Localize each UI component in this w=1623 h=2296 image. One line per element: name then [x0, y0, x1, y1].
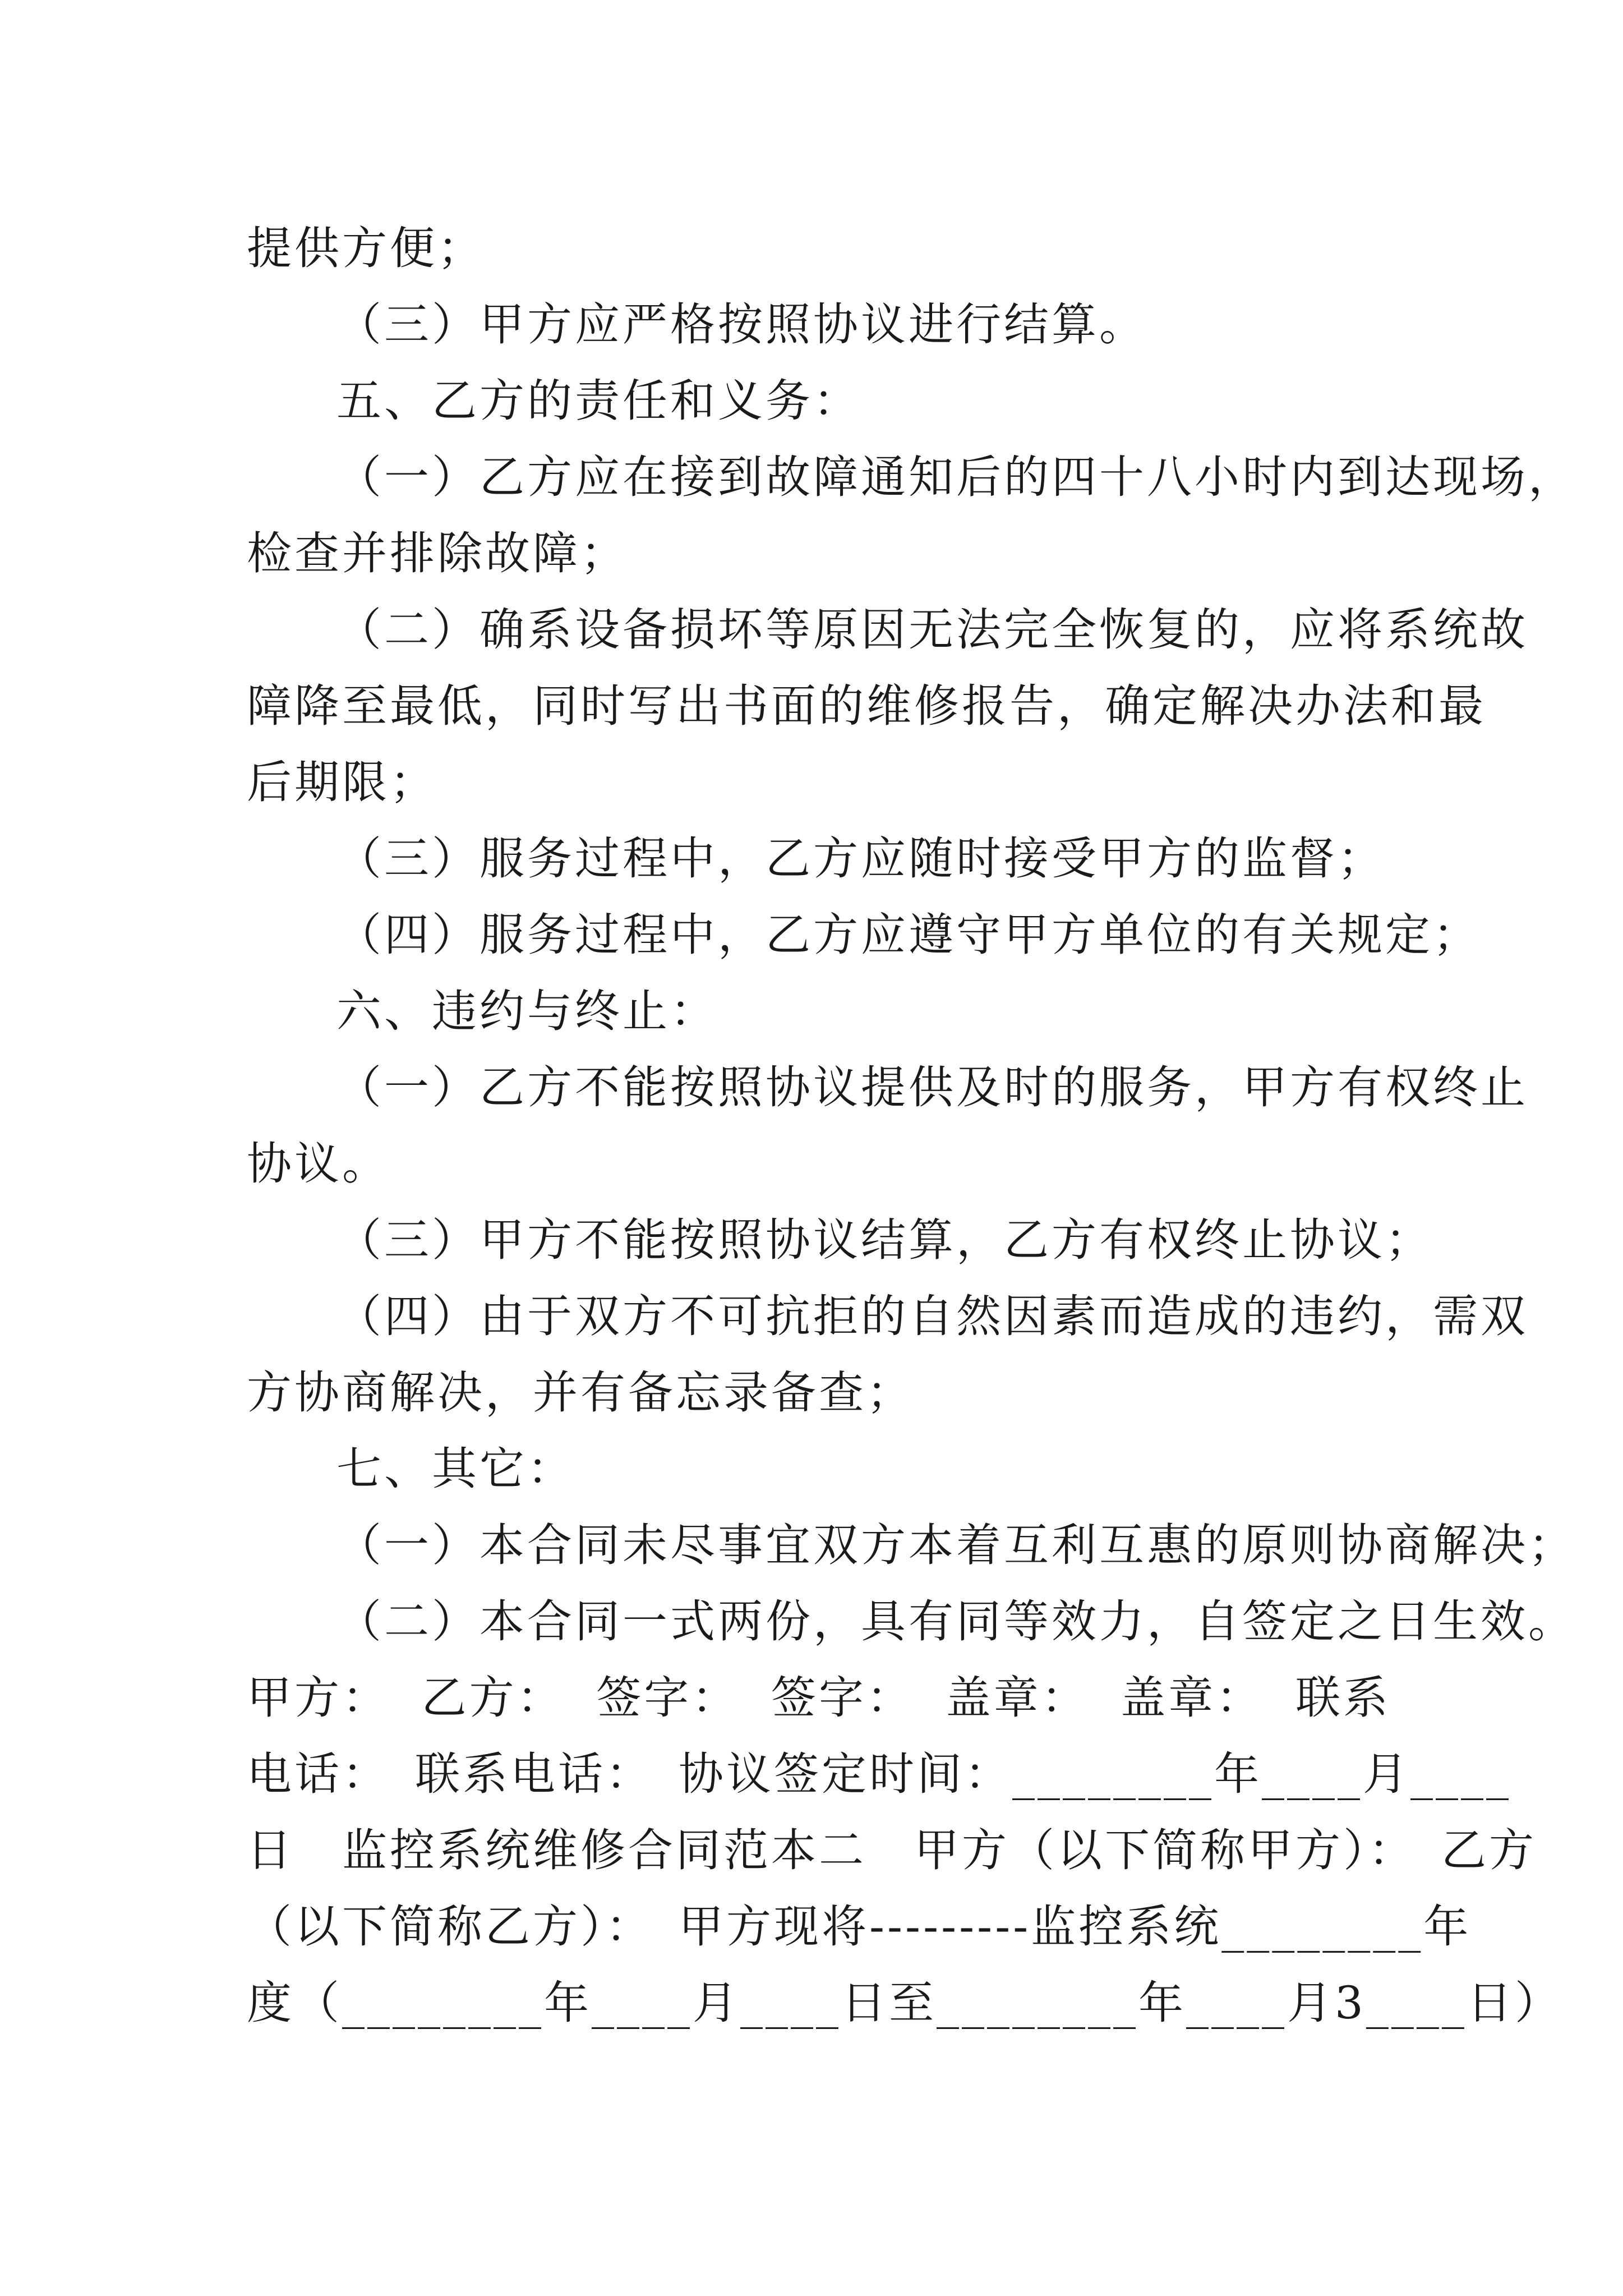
text-line: （一）本合同未尽事宜双方本着互利互惠的原则协商解决；: [336, 1519, 1576, 1571]
signature-field-label: 签字：: [596, 1672, 740, 1724]
text-line: （二）确系设备损坏等原因无法完全恢复的，应将系统故: [336, 604, 1528, 656]
text-line: 五、乙方的责任和义务：: [336, 375, 861, 427]
text-line: （三）甲方不能按照协议结算，乙方有权终止协议；: [336, 1214, 1433, 1266]
text-line: （三）服务过程中，乙方应随时接受甲方的监督；: [336, 832, 1385, 885]
text-line: （四）服务过程中，乙方应遵守甲方单位的有关规定；: [336, 909, 1481, 961]
signature-field-label: 盖章：: [1121, 1672, 1264, 1724]
text-line: 日 监控系统维修合同范本二 甲方（以下简称甲方）： 乙方: [247, 1824, 1537, 1876]
text-line: 后期限；: [247, 756, 437, 808]
signature-field-label: 盖章：: [946, 1672, 1089, 1724]
text-line: 障降至最低，同时写出书面的维修报告，确定解决办法和最: [247, 680, 1486, 732]
text-line: （一）乙方不能按照协议提供及时的服务，甲方有权终止: [336, 1061, 1528, 1114]
text-line: 七、其它：: [336, 1443, 575, 1495]
text-line: 协议。: [247, 1138, 390, 1190]
text-line: 方协商解决，并有备忘录备查；: [247, 1366, 914, 1419]
text-line: 电话： 联系电话： 协议签定时间：________年____月____: [247, 1748, 1511, 1800]
body-lines: [247, 210, 1576, 1660]
tail-lines: [247, 1736, 1562, 2041]
signature-field-label: 联系: [1295, 1672, 1391, 1724]
text-line: （四）由于双方不可抗拒的自然因素而造成的违约，需双: [336, 1290, 1528, 1342]
text-line: 检查并排除故障；: [247, 527, 628, 579]
text-line: （二）本合同一式两份，具有同等效力，自签定之日生效。: [336, 1595, 1576, 1648]
signature-line: [247, 1660, 1391, 1736]
text-line: 六、违约与终止：: [336, 985, 718, 1037]
signature-field-label: 签字：: [771, 1672, 914, 1724]
text-line: （以下简称乙方）： 甲方现将---------监控系统________年: [247, 1901, 1472, 1953]
text-line: （三）甲方应严格按照协议进行结算。: [336, 298, 1147, 351]
text-line: 提供方便；: [247, 222, 485, 274]
text-line: 度（________年____月____日至________年____月3____日）: [247, 1977, 1562, 2029]
signature-field-label: 乙方：: [421, 1672, 565, 1724]
text-line: （一）乙方应在接到故障通知后的四十八小时内到达现场，: [336, 451, 1576, 503]
signature-field-label: 甲方：: [247, 1672, 390, 1724]
document-body: [247, 210, 1576, 2041]
